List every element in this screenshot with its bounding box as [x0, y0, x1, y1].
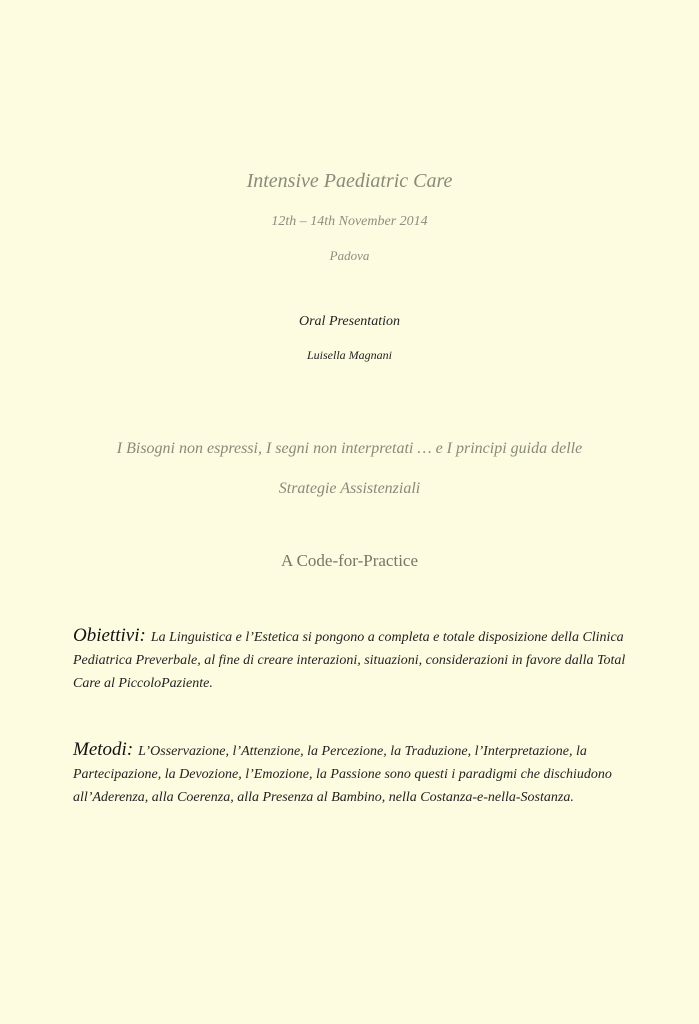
obiettivi-section: [73, 624, 643, 695]
conference-place: Padova: [329, 248, 370, 263]
obiettivi-body: La Linguistica e l’Estetica si pongono a completa e totale disposizione della Clinica Pediatrica Preverbale, al fine di creare interazioni, situazioni, considerazioni in favore dalla Total Care al PiccoloPaziente.: [73, 630, 626, 691]
conference-title: Intensive Paediatric Care: [246, 170, 453, 192]
subtitle-line-2: Strategie Assistenziali: [278, 480, 421, 497]
conference-dates: 12th – 14th November 2014: [271, 214, 428, 229]
presentation-type: Oral Presentation: [299, 314, 400, 329]
obiettivi-heading: Obiettivi:: [73, 625, 146, 646]
author-name: Luisella Magnani: [306, 348, 392, 362]
code-title: A Code-for-Practice: [280, 551, 419, 570]
metodi-section: [73, 738, 643, 809]
metodi-heading: Metodi:: [73, 739, 134, 760]
subtitle-line-1: I Bisogni non espressi, I segni non interpretati … e I principi guida delle: [116, 440, 583, 457]
metodi-body: L’Osservazione, l’Attenzione, la Percezione, la Traduzione, l’Interpretazione, la Partecipazione, la Devozione, l’Emozione, la Passione sono questi i paradigmi che dischiudono all’Aderenza, alla Coerenza, alla Presenza al Bambino, nella Costanza-e-nella-Sostanza.: [73, 744, 612, 805]
